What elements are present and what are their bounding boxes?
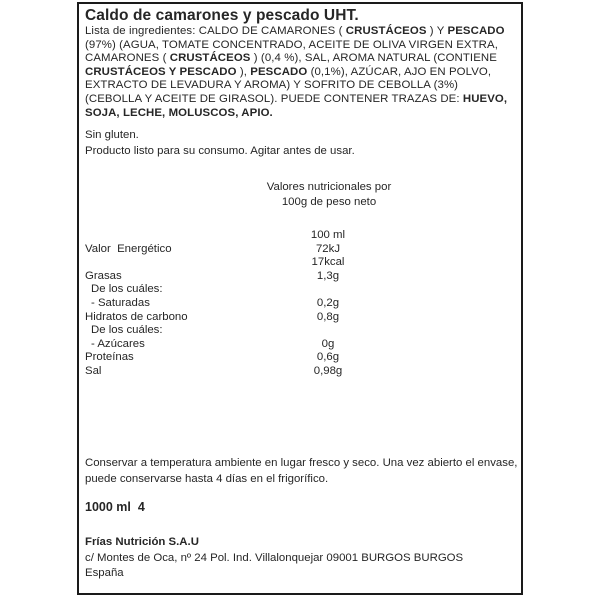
- ingredient-text-segment: ) (0,4 %), SAL, AROMA NATURAL (CONTIENE: [250, 52, 497, 65]
- nutrition-row-value: 0g: [321, 337, 335, 350]
- nutrition-header-line1: Valores nutricionales por: [266, 181, 392, 193]
- net-volume: 1000 ml 4: [85, 500, 145, 514]
- nutrition-row: [79, 338, 521, 352]
- nutrition-row-value: 0,98g: [313, 364, 343, 377]
- nutrition-row-label: De los cuáles:: [91, 324, 163, 337]
- ingredient-allergen-segment: CRUSTÁCEOS Y PESCADO: [85, 65, 237, 78]
- ingredient-allergen-segment: PESCADO: [250, 65, 308, 78]
- ingredient-text-segment: Lista de ingredientes: CALDO DE CAMARONES (: [85, 25, 346, 37]
- manufacturer-name: Frías Nutrición S.A.U: [85, 536, 199, 548]
- ingredient-text-segment: (97%) (AGUA, TOMATE CONCENTRADO, ACEITE DE OLIVA VIRGEN EXTRA, CAMARONES (: [85, 38, 498, 65]
- ingredient-text-segment: (0,1%), AZÚCAR, AJO EN POLVO, EXTRACTO DE LEVADURA Y AROMA) Y SOFRITO DE CEBOLLA (3%) (CEBOLLA Y ACEITE DE GIRASOL). PUEDE CONTENER TRAZAS DE:: [85, 65, 492, 105]
- nutrition-row-value: 0,2g: [316, 296, 340, 309]
- ingredient-allergen-segment: HUEVO, SOJA, LECHE, MOLUSCOS, APIO.: [85, 92, 508, 119]
- ingredient-allergen-segment: PESCADO: [447, 25, 505, 37]
- nutrition-row: [79, 256, 521, 270]
- manufacturer-info: [85, 535, 519, 582]
- nutrition-row-label: De los cuáles:: [91, 283, 163, 296]
- product-label: [77, 2, 523, 595]
- nutrition-row-label: - Azúcares: [91, 337, 145, 350]
- gluten-free-note: Sin gluten.: [85, 129, 139, 141]
- nutrition-column-header-row: [79, 229, 521, 243]
- nutrition-row-value: 72kJ: [315, 242, 341, 255]
- nutrition-row: [79, 351, 521, 365]
- nutrition-row: [79, 243, 521, 257]
- nutrition-row-value: 0,8g: [316, 310, 340, 323]
- storage-instructions: Conservar a temperatura ambiente en lugar fresco y seco. Una vez abierto el envase, puede conservarse hasta 4 días en el frigorífico.: [85, 457, 518, 485]
- nutrition-row-value: 0,6g: [316, 351, 340, 364]
- ingredient-text-segment: ),: [236, 65, 251, 78]
- nutrition-header: [137, 180, 521, 210]
- nutrition-row-label: Sal: [85, 364, 102, 377]
- usage-note: Producto listo para su consumo. Agitar antes de usar.: [85, 144, 355, 157]
- nutrition-row-label: Proteínas: [85, 351, 134, 364]
- product-notes: [85, 128, 515, 160]
- nutrition-row-value: 17kcal: [311, 256, 345, 269]
- nutrition-header-line2: 100g de peso neto: [281, 196, 377, 208]
- nutrition-row: [79, 270, 521, 284]
- nutrition-row-label: Hidratos de carbono: [85, 310, 188, 323]
- ingredient-allergen-segment: CRUSTÁCEOS: [169, 52, 251, 65]
- product-title: Caldo de camarones y pescado UHT.: [85, 7, 359, 24]
- nutrition-row: [79, 365, 521, 379]
- ingredient-text-segment: ) Y: [426, 25, 448, 37]
- nutrition-row-label: Valor Energético: [85, 242, 172, 255]
- nutrition-row: [79, 324, 521, 338]
- nutrition-column-header: 100 ml: [310, 229, 346, 241]
- nutrition-row: [79, 297, 521, 311]
- nutrition-table: [79, 229, 521, 379]
- nutrition-row-label: - Saturadas: [91, 296, 150, 309]
- nutrition-row-label: Grasas: [85, 269, 122, 282]
- ingredient-allergen-segment: CRUSTÁCEOS: [345, 25, 427, 37]
- manufacturer-address-line2: España: [85, 567, 124, 579]
- nutrition-row: [79, 283, 521, 297]
- manufacturer-address-line1: c/ Montes de Oca, nº 24 Pol. Ind. Villalonquejar 09001 BURGOS BURGOS: [85, 551, 464, 564]
- ingredients-text: [85, 25, 515, 120]
- nutrition-row: [79, 311, 521, 325]
- nutrition-row-value: 1,3g: [316, 269, 340, 282]
